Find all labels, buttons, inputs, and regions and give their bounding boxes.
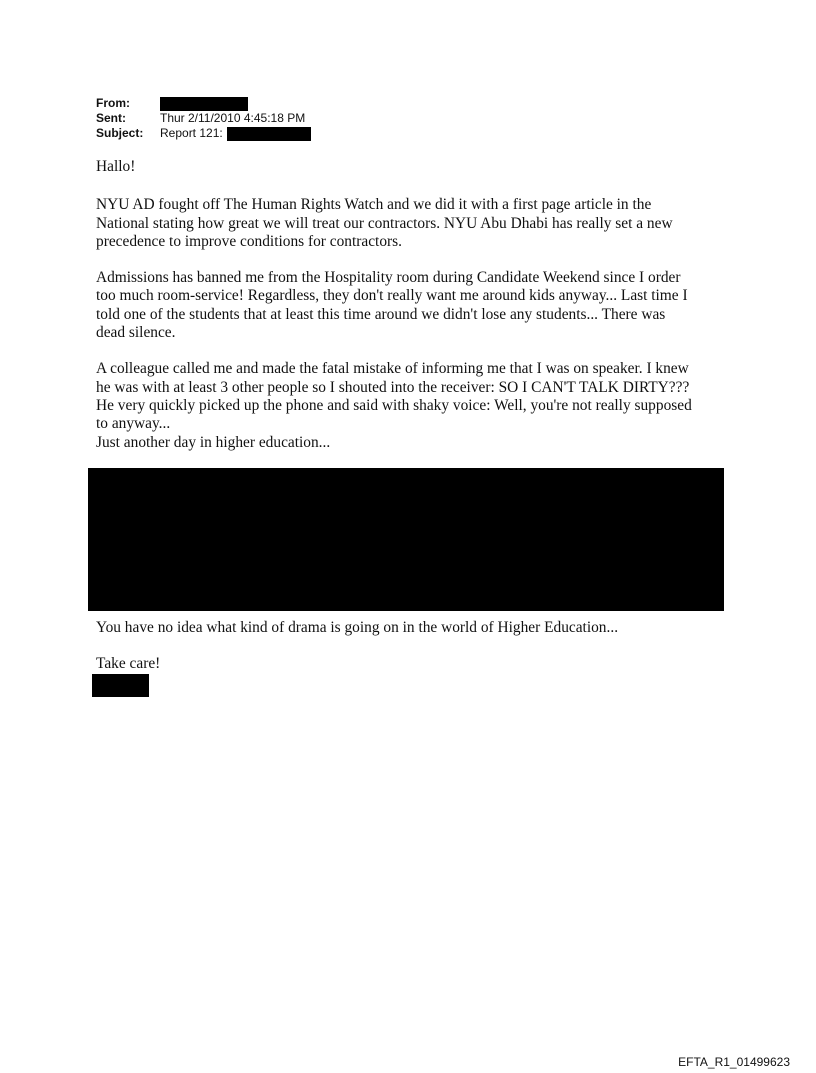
subject-row: [96, 126, 311, 141]
document-id: EFTA_R1_01499623: [678, 1055, 790, 1069]
subject-redaction: [227, 127, 311, 141]
paragraph-3-line: to anyway...: [96, 415, 171, 433]
sent-label: Sent:: [96, 111, 126, 125]
paragraph-1-line: National stating how great we will treat our contractors. NYU Abu Dhabi has really set a new: [96, 214, 673, 232]
paragraph-3-line: Just another day in higher education...: [96, 433, 331, 451]
paragraph-3-line: He very quickly picked up the phone and said with shaky voice: Well, you're not really supposed: [96, 396, 692, 414]
greeting: Hallo!: [96, 158, 136, 175]
paragraph-2: [96, 269, 736, 342]
closing-line: Take care!: [96, 655, 161, 673]
paragraph-2-line: Admissions has banned me from the Hospitality room during Candidate Weekend since I order: [96, 269, 681, 287]
paragraph-1-line: NYU AD fought off The Human Rights Watch and we did it with a first page article in the: [96, 196, 652, 214]
from-value: [160, 96, 248, 111]
from-label: From:: [96, 96, 130, 110]
paragraph-2-line: too much room-service! Regardless, they don't really want me around kids anyway... Last time I: [96, 287, 688, 305]
sent-row: [96, 111, 311, 126]
paragraph-1: [96, 196, 736, 251]
email-header: [96, 96, 311, 141]
paragraph-3-line: A colleague called me and made the fatal mistake of informing me that I was on speaker. I knew: [96, 360, 689, 378]
from-redaction: [160, 97, 248, 111]
subject-value: [160, 126, 311, 141]
large-redaction-block: [88, 468, 724, 611]
email-body: [96, 158, 736, 452]
sent-value: Thur 2/11/2010 4:45:18 PM: [160, 111, 306, 125]
drama-line: You have no idea what kind of drama is going on in the world of Higher Education...: [96, 619, 619, 636]
paragraph-3: [96, 360, 736, 451]
paragraph-1-line: precedence to improve conditions for contractors.: [96, 232, 402, 250]
paragraph-3-line: he was with at least 3 other people so I shouted into the receiver: SO I CAN'T TALK DIRTY???: [96, 378, 690, 396]
from-row: [96, 96, 311, 111]
paragraph-2-line: told one of the students that at least this time around we didn't lose any students... There was: [96, 305, 666, 323]
subject-label: Subject:: [96, 126, 144, 140]
subject-text: Report 121:: [160, 126, 223, 140]
paragraph-2-line: dead silence.: [96, 324, 176, 342]
signature-redaction: [92, 674, 149, 697]
email-body-continued: [96, 619, 736, 674]
